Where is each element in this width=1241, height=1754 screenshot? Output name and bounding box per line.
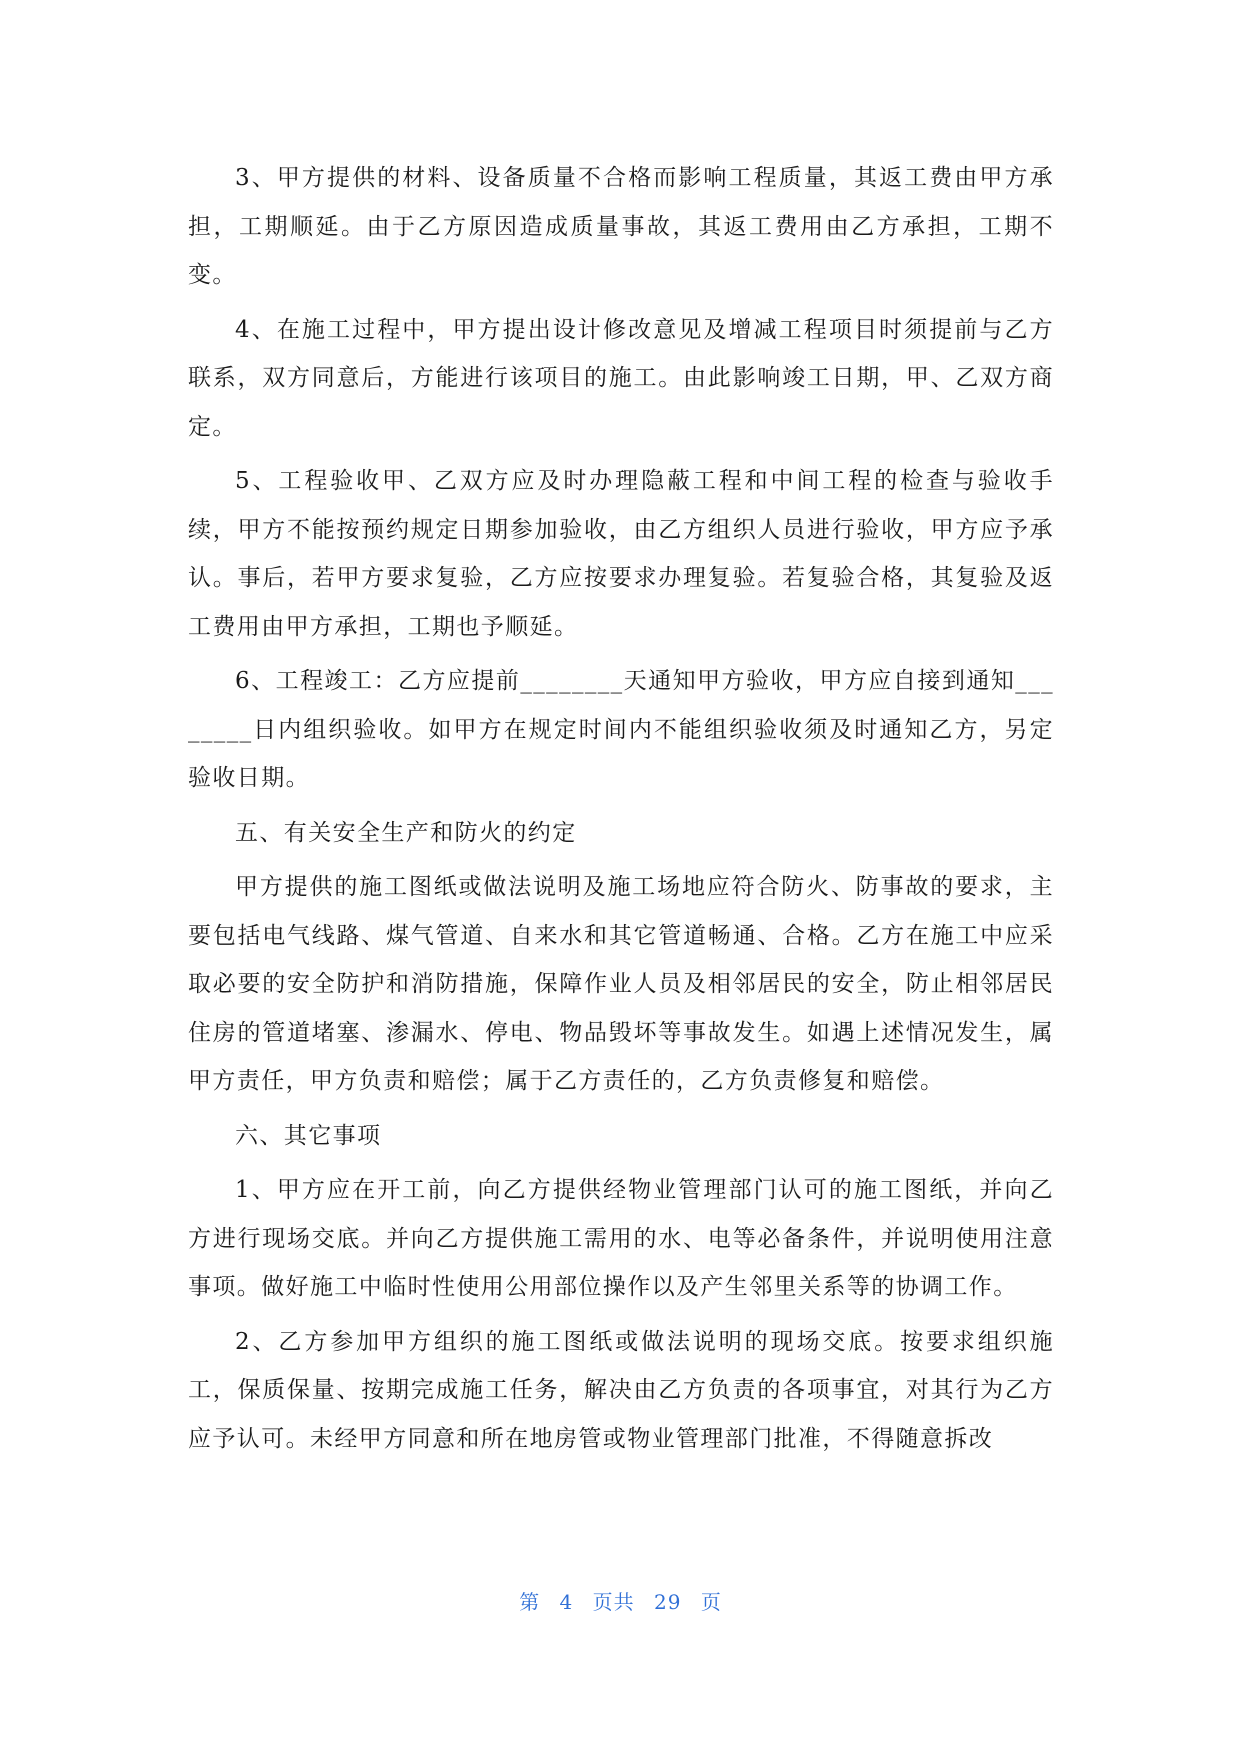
section-heading-safety: 五、有关安全生产和防火的约定 <box>235 819 577 846</box>
paragraph-clause-6: 6、工程竣工：乙方应提前________天通知甲方验收，甲方应自接到通知________日内组织验收。如甲方在规定时间内不能组织验收须及时通知乙方，另定验收日期。 <box>188 668 1054 791</box>
paragraph-clause-3: 3、甲方提供的材料、设备质量不合格而影响工程质量，其返工费由甲方承担，工期顺延。由于乙方原因造成质量事故，其返工费用由乙方承担，工期不变。 <box>188 165 1054 288</box>
footer-total-pages: 29 <box>654 1590 682 1614</box>
paragraph-safety: 甲方提供的施工图纸或做法说明及施工场地应符合防火、防事故的要求，主要包括电气线路、煤气管道、自来水和其它管道畅通、合格。乙方在施工中应采取必要的安全防护和消防措施，保障作业人员及相邻居民的安全，防止相邻居民住房的管道堵塞、渗漏水、停电、物品毁坏等事故发生。如遇上述情况发生，属甲方责任，甲方负责和赔偿；属于乙方责任的，乙方负责修复和赔偿。 <box>188 874 1054 1094</box>
paragraph-clause-5: 5、工程验收甲、乙双方应及时办理隐蔽工程和中间工程的检查与验收手续，甲方不能按预约规定日期参加验收，由乙方组织人员进行验收，甲方应予承认。事后，若甲方要求复验，乙方应按要求办理复验。若复验合格，其复验及返工费用由甲方承担，工期也予顺延。 <box>188 468 1054 640</box>
document-body <box>188 154 1054 1469</box>
paragraph-other-1: 1、甲方应在开工前，向乙方提供经物业管理部门认可的施工图纸，并向乙方进行现场交底。并向乙方提供施工需用的水、电等必备条件，并说明使用注意事项。做好施工中临时性使用公用部位操作以及产生邻里关系等的协调工作。 <box>188 1177 1054 1300</box>
section-heading-other: 六、其它事项 <box>235 1122 382 1149</box>
paragraph-other-2: 2、乙方参加甲方组织的施工图纸或做法说明的现场交底。按要求组织施工，保质保量、按期完成施工任务，解决由乙方负责的各项事宜，对其行为乙方应予认可。未经甲方同意和所在地房管或物业管理部门批准，不得随意拆改 <box>188 1328 1054 1452</box>
page-footer <box>0 1588 1241 1616</box>
footer-prefix: 第 <box>519 1590 541 1614</box>
paragraph-clause-4: 4、在施工过程中，甲方提出设计修改意见及增减工程项目时须提前与乙方联系，双方同意后，方能进行该项目的施工。由此影响竣工日期，甲、乙双方商定。 <box>188 316 1054 440</box>
footer-suffix: 页 <box>700 1590 722 1614</box>
footer-current-page: 4 <box>559 1590 574 1614</box>
footer-middle: 页共 <box>592 1590 635 1614</box>
